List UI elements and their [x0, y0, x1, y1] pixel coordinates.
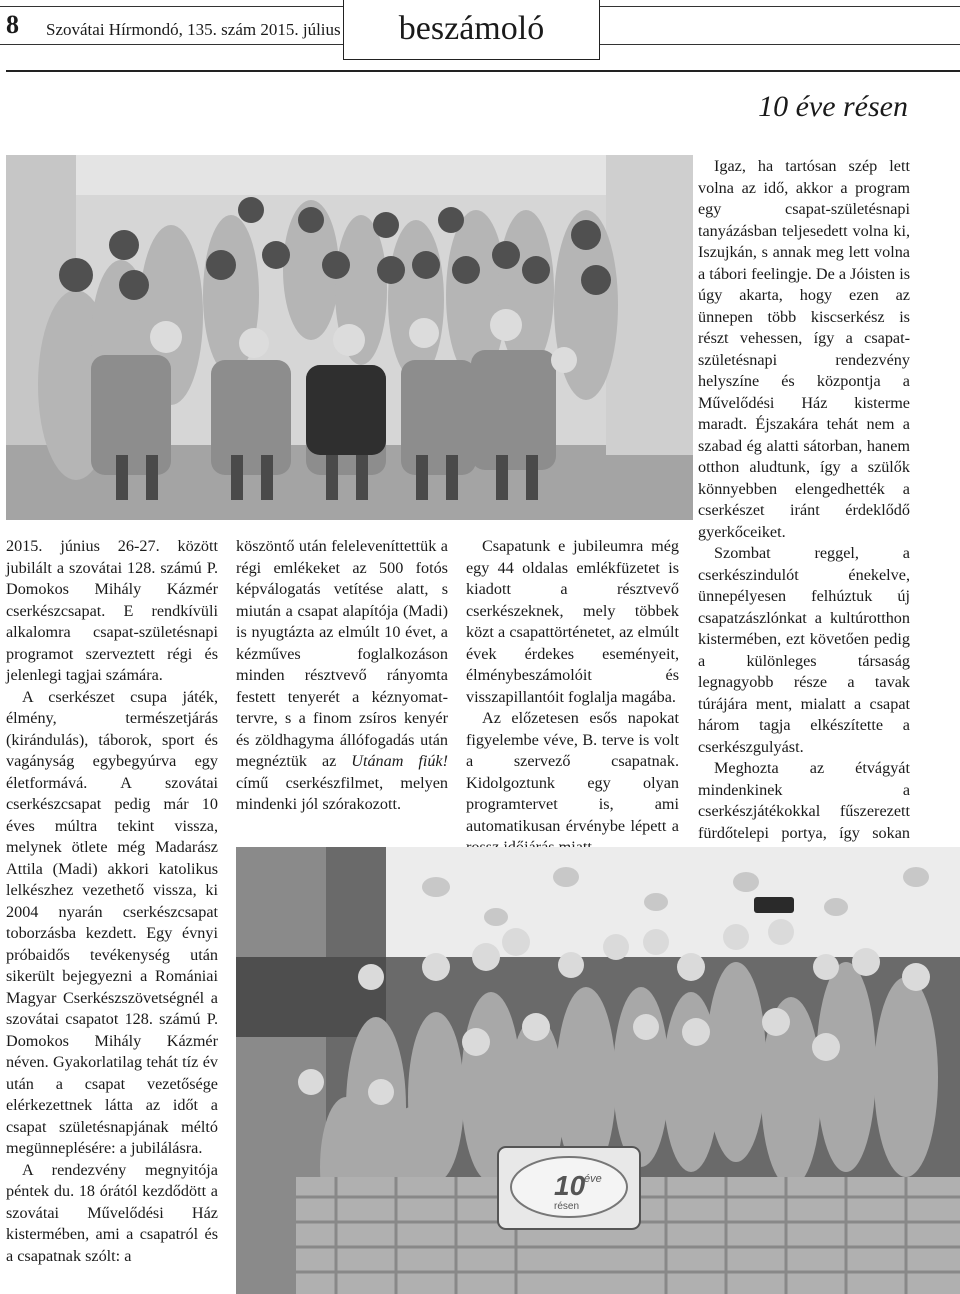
text-column-4 [698, 156, 910, 866]
paragraph: Csapatunk e jubileumra még egy 44 oldalas emlékfüzetet is kiadott a résztvevő cserkészeknek, mely többek közt a csapattörténetet, az elmúlt évek érdekes eseményeit, élménybeszámolóit és visszapillantóit foglalja magába. [466, 537, 679, 706]
text-column-2 [236, 536, 448, 816]
page-number: 8 [6, 10, 19, 39]
publication-line: Szovátai Hírmondó, 135. szám 2015. július [46, 20, 341, 39]
header-rule [0, 6, 343, 7]
header-rule [600, 6, 960, 7]
paragraph-text: című cserkészfilmet, melyen mindenki jól szórakozott. [236, 773, 448, 813]
cake-subtext: résen [554, 1201, 580, 1212]
title-rule [6, 70, 960, 72]
paragraph: Szombat reggel, a cserkészindulót énekelve, ünnepélyesen felhúztuk új csapatzászlónkat a kultúrotthon kistermében, ezt követően pedig a különleges társaság legnagyobb része a tavak túrájára ment, mialatt a csapat három tagja elkészítette a cserkészgulyást. [698, 544, 910, 756]
paragraph [236, 536, 448, 816]
paragraph-text: köszöntő után feleleveníttettük a régi emlékeket az 500 fotós képválogatás vetítése alatt, s miután a csapat alapítója (Madi) is nyugtázta az elmúlt 10 évet, a kézműves foglalkozáson minden résztvevő rányomta festett tenyerét a kéznyomat-tervre, s a finom zsíros kenyér és zöldhagyma állófogadás után megnéztük az [236, 537, 448, 770]
section-rubric: beszámoló [343, 0, 600, 60]
article-title: 10 éve résen [758, 90, 908, 123]
paragraph: Meghozta az étvágyát mindenkinek a cserkészjátékokkal fűszerezett fürdőtelepi portya, így sokan [698, 759, 910, 842]
group-photo-cake-image [236, 847, 960, 1294]
cake-word: éve [584, 1173, 602, 1185]
text-column-1 [6, 536, 218, 1267]
paragraph: 2015. június 26-27. között jubilált a szovátai 128. számú P. Domokos Mihály Kázmér cserkészcsapat. E rendkívüli alkalomra csapat-születésnapi programot szerveztett régi és jelenlegi tagjai számára. [6, 537, 218, 684]
header-rule [600, 44, 960, 45]
text-column-3 [466, 536, 679, 859]
cake-number: 10 [554, 1170, 586, 1201]
paragraph: Az előzetesen esős napokat figyelembe véve, B. terve is volt a szervező csapatnak. Kidolgoztunk egy olyan programtervet is, ami automatikusan érvénybe lépett a [466, 709, 679, 835]
header-rule [0, 44, 343, 45]
paragraph: A rendezvény megnyitója péntek du. 18 órától kezdődött a szovátai Művelődési Ház kistermében, ami a csapatról és a csapatnak szólt: a [6, 1160, 218, 1265]
paragraph: Igaz, ha tartósan szép lett volna az idő, akkor a program egy csapat-születésnapi tanyázásban teljesedett volna ki, Iszujkán, s annak meg lett volna a tábori feelingje. De a Jóisten is úgy akarta, hogy ezen az ünnepen több kiscserkész is részt vehessen, így a csapat-születésnapi rendezvény helyszíne és központja a Művelődési Ház kisterme maradt. Éjszakára tehát nem a szabad ég alatti sátorban, hanem otthon aludtunk, így a szülők könnyebben elengedhették a cserkészet iránt érdeklődő gyerkőceiket. [698, 157, 910, 541]
paragraph: A cserkészet csupa játék, élmény, természetjárás (kirándulás), táborok, sport és vagányság egybegyúrva egy életformává. A szovátai cserkészcsapat pedig már 10 éves múltra tekint vissza, melynek ötlete még Madarász Attila (Madi) akkori katolikus lelkészhez vezethető vissza, ki 2004 nyarán cserkészcsapat toborzásba kezdett. Egy évnyi próbaidős tevékenység után sikerült bejegyezni a Romániai Magyar Cserkészszövetségnél a szovátai csapatot 128. számú P. Domokos Mihály Kázmér néven. Gyakorlatilag tehát tíz év után a csapat vezetősége elérkezettnek látta az időt a csapat születésnapjának méltó megünneplésére: a jubilálásra. [6, 687, 218, 1157]
group-photo-indoor-image [6, 155, 693, 520]
group-photo-indoor [6, 155, 693, 520]
film-title: Utánam fiúk! [351, 752, 448, 770]
group-photo-cake [236, 847, 960, 1294]
